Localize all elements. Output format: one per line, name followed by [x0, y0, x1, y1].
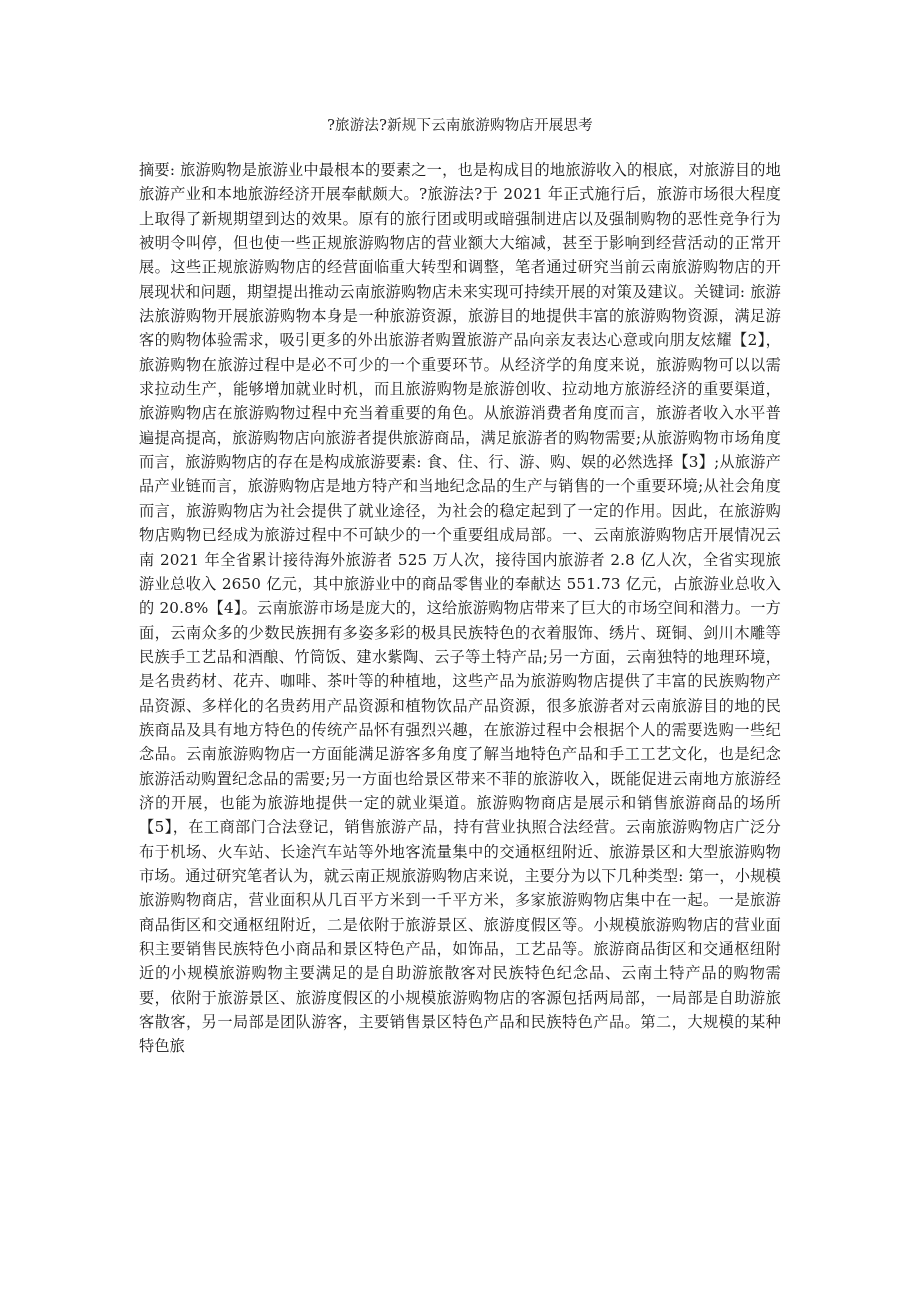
- document-title: ?旅游法?新规下云南旅游购物店开展思考: [327, 118, 593, 134]
- document-body: 摘要: 旅游购物是旅游业中最根本的要素之一，也是构成目的地旅游收入的根底，对旅游目的地旅游产业和本地旅游经济开展奉献颇大。?旅游法?于 2021 年正式施行后，旅游市场很大程度上取得了新规期望到达的效果。原有的旅行团或明或暗强制进店以及强制购物的恶性竞争行为被明令叫停，但也使一些正规旅游购物店的营业额大大缩减，甚至于影响到经营活动的正常开展。这些正规旅游购物店的经营面临重大转型和调整，笔者通过研究当前云南旅游购物店的开展现状和问题，期望提出推动云南旅游购物店未来实现可持续开展的对策及建议。关键词: 旅游法旅游购物开展旅游购物本身是一种旅游资源，旅游目的地提供丰富的旅游购物资源，满足游客的购物体验需求，吸引更多的外出旅游者购置旅游产品向亲友表达心意或向朋友炫耀【2】，旅游购物在旅游过程中是必不可少的一个重要环节。从经济学的角度来说，旅游购物可以以需求拉动生产，能够增加就业时机，而且旅游购物是旅游创收、拉动地方旅游经济的重要渠道，旅游购物店在旅游购物过程中充当着重要的角色。从旅游消费者角度而言，旅游者收入水平普遍提高提高，旅游购物店向旅游者提供旅游商品，满足旅游者的购物需要;从旅游购物市场角度而言，旅游购物店的存在是构成旅游要素: 食、住、行、游、购、娱的必然选择【3】;从旅游产品产业链而言，旅游购物店是地方特产和当地纪念品的生产与销售的一个重要环境;从社会角度而言，旅游购物店为社会提供了就业途径，为社会的稳定起到了一定的作用。因此，在旅游购物店购物已经成为旅游过程中不可缺少的一个重要组成局部。一、云南旅游购物店开展情况云南 2021 年全省累计接待海外旅游者 525 万人次，接待国内旅游者 2.8 亿人次，全省实现旅游业总收入 2650 亿元，其中旅游业中的商品零售业的奉献达 551.73 亿元，占旅游业总收入的 20.8%【4】。云南旅游市场是庞大的，这给旅游购物店带来了巨大的市场空间和潜力。一方面，云南众多的少数民族拥有多姿多彩的极具民族特色的衣着服饰、绣片、斑铜、剑川木雕等民族手工艺品和酒酿、竹筒饭、建水紫陶、云子等土特产品;另一方面，云南独特的地理环境，是名贵药材、花卉、咖啡、茶叶等的种植地，这些产品为旅游购物店提供了丰富的民族购物产品资源、多样化的名贵药用产品资源和植物饮品产品资源，很多旅游者对云南旅游目的地的民族商品及具有地方特色的传统产品怀有强烈兴趣，在旅游过程中会根据个人的需要选购一些纪念品。云南旅游购物店一方面能满足游客多角度了解当地特色产品和手工工艺文化，也是纪念旅游活动购置纪念品的需要;另一方面也给景区带来不菲的旅游收入，既能促进云南地方旅游经济的开展，也能为旅游地提供一定的就业渠道。旅游购物商店是展示和销售旅游商品的场所【5】，在工商部门合法登记，销售旅游产品，持有营业执照合法经营。云南旅游购物店广泛分布于机场、火车站、长途汽车站等外地客流量集中的交通枢纽附近、旅游景区和大型旅游购物市场。通过研究笔者认为，就云南正规旅游购物店来说，主要分为以下几种类型: 第一，小规模旅游购物商店，营业面积从几百平方米到一千平方米，多家旅游购物店集中在一起。一是旅游商品街区和交通枢纽附近，二是依附于旅游景区、旅游度假区等。小规模旅游购物店的营业面积主要销售民族特色小商品和景区特色产品，如饰品，工艺品等。旅游商品街区和交通枢纽附近的小规模旅游购物主要满足的是自助游旅散客对民族特色纪念品、云南土特产品的购物需要，依附于旅游景区、旅游度假区的小规模旅游购物店的客源包括两局部，一局部是自助游旅客散客，另一局部是团队游客，主要销售景区特色产品和民族特色产品。第二，大规模的某种特色旅: [139, 161, 781, 1056]
